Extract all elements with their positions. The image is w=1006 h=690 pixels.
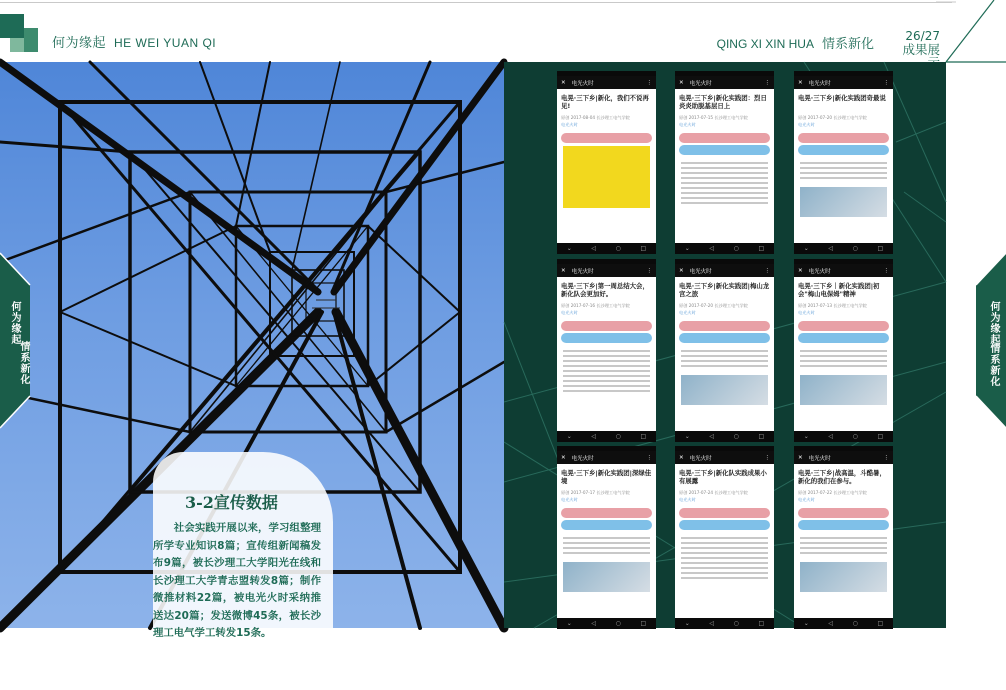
phone-article-meta: 原创 2017-07-20 长沙理工电气学院 (679, 303, 748, 308)
text-line (563, 365, 650, 367)
phone-nav-bar (557, 618, 656, 629)
recent-apps-icon: □ (877, 245, 884, 252)
phone-article-source: 电光火时 (679, 497, 696, 502)
more-icon: ⋮ (646, 267, 652, 274)
side-tab-right-bottom-text: 情系新化 (988, 343, 999, 387)
header-rule (0, 2, 952, 3)
recent-apps-icon: □ (640, 245, 647, 252)
phone-nav-bar (794, 618, 893, 629)
text-line (800, 365, 887, 367)
more-icon: ⋮ (883, 267, 889, 274)
text-line (681, 172, 768, 174)
phone-app-bar (794, 451, 893, 464)
phone-app-title: 电光火时 (689, 80, 712, 87)
phone-quote-bubble (679, 321, 770, 331)
card-body: 社会实践开展以来，学习组整理所学专业知识8篇；宣传组新闻稿发布9篇，被长沙理工大学阳光在线和长沙理工大学青志盟转发8篇；制作微推材料22篇，被电光火时采纳推送达20篇；发送微博45条，被长沙理工电气学工转发15条。 (153, 522, 321, 639)
home-icon: ○ (852, 620, 858, 627)
text-line (563, 547, 650, 549)
close-icon: ✕ (561, 454, 566, 461)
phone-article-title: 电晃·三下乡|新化，我们不说再见! (561, 94, 649, 110)
text-line (563, 375, 650, 377)
text-line (681, 572, 768, 574)
text-line (681, 197, 768, 199)
home-icon: ○ (733, 433, 739, 440)
phone-nav-bar (557, 243, 656, 254)
phone-article-source: 电光火时 (561, 310, 578, 315)
recent-apps-icon: □ (877, 433, 884, 440)
text-line (681, 167, 768, 169)
phone-screenshot (675, 71, 774, 254)
down-icon: ⌄ (803, 620, 809, 627)
phone-text-lines (675, 157, 774, 209)
recent-apps-icon: □ (640, 433, 647, 440)
phone-quote-bubble (561, 508, 652, 518)
side-tab-right-top-text: 何为缘起 (988, 301, 999, 345)
phone-quote-bubble (798, 321, 889, 331)
text-line (563, 552, 650, 554)
phone-app-bar (557, 76, 656, 89)
close-icon: ✕ (798, 79, 803, 86)
phone-screenshot (794, 446, 893, 629)
phone-article-meta: 原创 2017-07-13 长沙理工电气学院 (798, 303, 867, 308)
text-line (681, 542, 768, 544)
text-line (800, 167, 887, 169)
recent-apps-icon: □ (758, 433, 765, 440)
phone-quote-bubble (561, 133, 652, 143)
phone-nav-bar (675, 431, 774, 442)
phone-article-meta: 原创 2017-08-04 长沙理工电气学院 (561, 115, 630, 120)
home-icon: ○ (733, 620, 739, 627)
phone-nav-bar (675, 243, 774, 254)
section-label: 成果展 (902, 42, 940, 57)
text-line (681, 365, 768, 367)
phone-app-bar (794, 76, 893, 89)
phone-article-image (800, 562, 887, 592)
text-line (681, 162, 768, 164)
phone-app-title: 电光火时 (571, 80, 594, 87)
tower-photo (0, 62, 504, 639)
recent-apps-icon: □ (877, 620, 884, 627)
down-icon: ⌄ (684, 620, 690, 627)
text-line (681, 567, 768, 569)
text-line (563, 385, 650, 387)
phone-app-title: 电光火时 (689, 268, 712, 275)
more-icon: ⋮ (883, 79, 889, 86)
text-line (800, 547, 887, 549)
phone-article-meta: 原创 2017-07-20 长沙理工电气学院 (798, 115, 867, 120)
close-icon: ✕ (679, 267, 684, 274)
text-line (681, 355, 768, 357)
phone-article-title: 电晃·三下乡｜新化实践团|初会"梅山电保姆"精神 (798, 282, 880, 298)
more-icon: ⋮ (646, 454, 652, 461)
phone-article-meta: 原创 2017-07-22 长沙理工电气学院 (798, 490, 867, 495)
side-tab-top-text: 何为缘起 (9, 301, 20, 345)
phone-app-title: 电光火时 (808, 268, 831, 275)
page-number: 26/27 (905, 29, 940, 43)
phone-article-title: 电晃·三下乡|新化实践团|梅山龙宫之旅 (679, 282, 770, 298)
text-line (800, 355, 887, 357)
phone-quote-bubble-blue (561, 520, 652, 530)
card-title: 3-2宣传数据 (185, 493, 278, 512)
home-icon: ○ (615, 245, 621, 252)
phone-article-title: 电晃·三下乡|新化实践团|深绿佳境 (561, 469, 652, 485)
text-line (681, 182, 768, 184)
phone-article-meta: 原创 2017-07-17 长沙理工电气学院 (561, 490, 630, 495)
phone-quote-bubble (798, 508, 889, 518)
recent-apps-icon: □ (758, 245, 765, 252)
text-line (681, 187, 768, 189)
phone-article-meta: 原创 2017-07-24 长沙理工电气学院 (679, 490, 748, 495)
text-line (563, 350, 650, 352)
phone-nav-bar (794, 243, 893, 254)
phone-article-meta: 原创 2017-07-15 长沙理工电气学院 (679, 115, 748, 120)
phone-nav-bar (794, 431, 893, 442)
header-left-title (52, 32, 216, 51)
more-icon: ⋮ (646, 79, 652, 86)
close-icon: ✕ (679, 454, 684, 461)
phone-article-source: 电光火时 (679, 122, 696, 127)
recent-apps-icon: □ (758, 620, 765, 627)
phone-article-title: 电晃·三下乡|战高温，斗酷暑，新化的我们在参与。 (798, 469, 886, 485)
phone-app-title: 电光火时 (808, 455, 831, 462)
text-line (563, 390, 650, 392)
home-icon: ○ (615, 620, 621, 627)
text-line (563, 542, 650, 544)
phone-quote-bubble-blue (798, 520, 889, 530)
home-icon: ○ (852, 433, 858, 440)
phone-article-image (800, 375, 887, 405)
more-icon: ⋮ (764, 79, 770, 86)
phone-text-lines (794, 532, 893, 559)
phone-screenshot (557, 71, 656, 254)
text-line (681, 547, 768, 549)
side-tab-right (976, 253, 1006, 428)
phone-article-source: 电光火时 (561, 497, 578, 502)
close-icon: ✕ (798, 267, 803, 274)
text-line (563, 355, 650, 357)
down-icon: ⌄ (684, 245, 690, 252)
text-line (681, 577, 768, 579)
close-icon: ✕ (561, 267, 566, 274)
phone-app-bar (557, 264, 656, 277)
phone-quote-bubble-blue (561, 333, 652, 343)
text-line (800, 177, 887, 179)
phone-screenshot (794, 71, 893, 254)
phone-article-image (800, 187, 887, 217)
phone-app-title: 电光火时 (571, 455, 594, 462)
phone-screenshot (675, 259, 774, 442)
back-icon: ◁ (709, 245, 715, 252)
phone-article-source: 电光火时 (798, 122, 815, 127)
back-icon: ◁ (591, 620, 597, 627)
page-header (0, 0, 1006, 62)
more-icon: ⋮ (883, 454, 889, 461)
back-icon: ◁ (591, 245, 597, 252)
phone-quote-bubble (798, 133, 889, 143)
phone-app-bar (794, 264, 893, 277)
home-icon: ○ (852, 245, 858, 252)
close-icon: ✕ (798, 454, 803, 461)
phone-quote-bubble-blue (679, 145, 770, 155)
phone-text-lines (794, 157, 893, 184)
phone-article-image (681, 375, 768, 405)
recent-apps-icon: □ (640, 620, 647, 627)
phone-app-bar (675, 451, 774, 464)
phone-nav-bar (557, 431, 656, 442)
side-tab-bottom-text: 情系新化 (18, 341, 29, 385)
phone-app-bar (675, 76, 774, 89)
text-line (681, 552, 768, 554)
back-icon: ◁ (591, 433, 597, 440)
text-line (681, 202, 768, 204)
down-icon: ⌄ (566, 620, 572, 627)
back-icon: ◁ (828, 620, 834, 627)
phone-quote-bubble-blue (679, 520, 770, 530)
text-line (563, 360, 650, 362)
text-line (800, 350, 887, 352)
phone-app-bar (557, 451, 656, 464)
header-left-pinyin: HE WEI YUAN QI (114, 36, 217, 50)
phone-text-lines (794, 345, 893, 372)
phone-quote-bubble (679, 508, 770, 518)
header-right-title (717, 33, 874, 52)
phone-screenshot (794, 259, 893, 442)
home-icon: ○ (733, 245, 739, 252)
phone-quote-bubble (561, 321, 652, 331)
phone-screenshot (557, 259, 656, 442)
text-line (563, 370, 650, 372)
phone-article-title: 电晃·三下乡|新化队实践成果小有展露 (679, 469, 767, 485)
back-icon: ◁ (709, 620, 715, 627)
down-icon: ⌄ (803, 433, 809, 440)
text-line (681, 562, 768, 564)
phone-text-lines (557, 345, 656, 397)
phone-app-title: 电光火时 (571, 268, 594, 275)
text-line (563, 537, 650, 539)
text-line (681, 192, 768, 194)
text-line (800, 360, 887, 362)
more-icon: ⋮ (764, 454, 770, 461)
phone-article-image (563, 562, 650, 592)
phone-app-bar (675, 264, 774, 277)
phone-quote-bubble-blue (679, 333, 770, 343)
phone-article-source: 电光火时 (798, 310, 815, 315)
phone-app-title: 电光火时 (808, 80, 831, 87)
text-line (563, 380, 650, 382)
phone-article-source: 电光火时 (561, 122, 578, 127)
text-line (681, 537, 768, 539)
text-line (681, 557, 768, 559)
text-line (800, 537, 887, 539)
text-line (681, 350, 768, 352)
phone-article-title: 电晃·三下乡|第一周总结大会，新化队会更加好。 (561, 282, 649, 298)
phone-article-source: 电光火时 (798, 497, 815, 502)
phone-article-source: 电光火时 (679, 310, 696, 315)
phone-article-title: 电晃·三下乡|新化实践团：烈日炎炎助脱基层日上 (679, 94, 767, 110)
phone-app-title: 电光火时 (689, 455, 712, 462)
phone-screenshot (557, 446, 656, 629)
text-line (681, 177, 768, 179)
back-icon: ◁ (828, 433, 834, 440)
close-icon: ✕ (561, 79, 566, 86)
phone-quote-bubble (679, 133, 770, 143)
phone-yellow-card (563, 146, 650, 208)
logo-icon (0, 14, 38, 52)
phone-quote-bubble-blue (798, 333, 889, 343)
down-icon: ⌄ (803, 245, 809, 252)
header-right-cn: 情系新化 (821, 37, 874, 52)
phone-nav-bar (675, 618, 774, 629)
phone-screenshot (675, 446, 774, 629)
more-icon: ⋮ (764, 267, 770, 274)
down-icon: ⌄ (684, 433, 690, 440)
phone-article-meta: 原创 2017-07-16 长沙理工电气学院 (561, 303, 630, 308)
text-line (800, 542, 887, 544)
text-line (681, 360, 768, 362)
phone-text-lines (675, 345, 774, 372)
phone-article-title: 电晃·三下乡|新化实践团奇最说 (798, 94, 886, 102)
home-icon: ○ (615, 433, 621, 440)
text-line (800, 162, 887, 164)
text-line (800, 172, 887, 174)
close-icon: ✕ (679, 79, 684, 86)
back-icon: ◁ (828, 245, 834, 252)
side-tab-left (0, 253, 30, 428)
back-icon: ◁ (709, 433, 715, 440)
down-icon: ⌄ (566, 245, 572, 252)
text-card (153, 452, 333, 690)
phone-text-lines (557, 532, 656, 559)
text-line (800, 552, 887, 554)
header-right-pinyin: QING XI XIN HUA (716, 37, 814, 51)
down-icon: ⌄ (566, 433, 572, 440)
phone-text-lines (675, 532, 774, 584)
header-left-cn: 何为缘起 (52, 36, 107, 51)
header-corner-decoration (936, 0, 1006, 62)
phone-quote-bubble-blue (798, 145, 889, 155)
